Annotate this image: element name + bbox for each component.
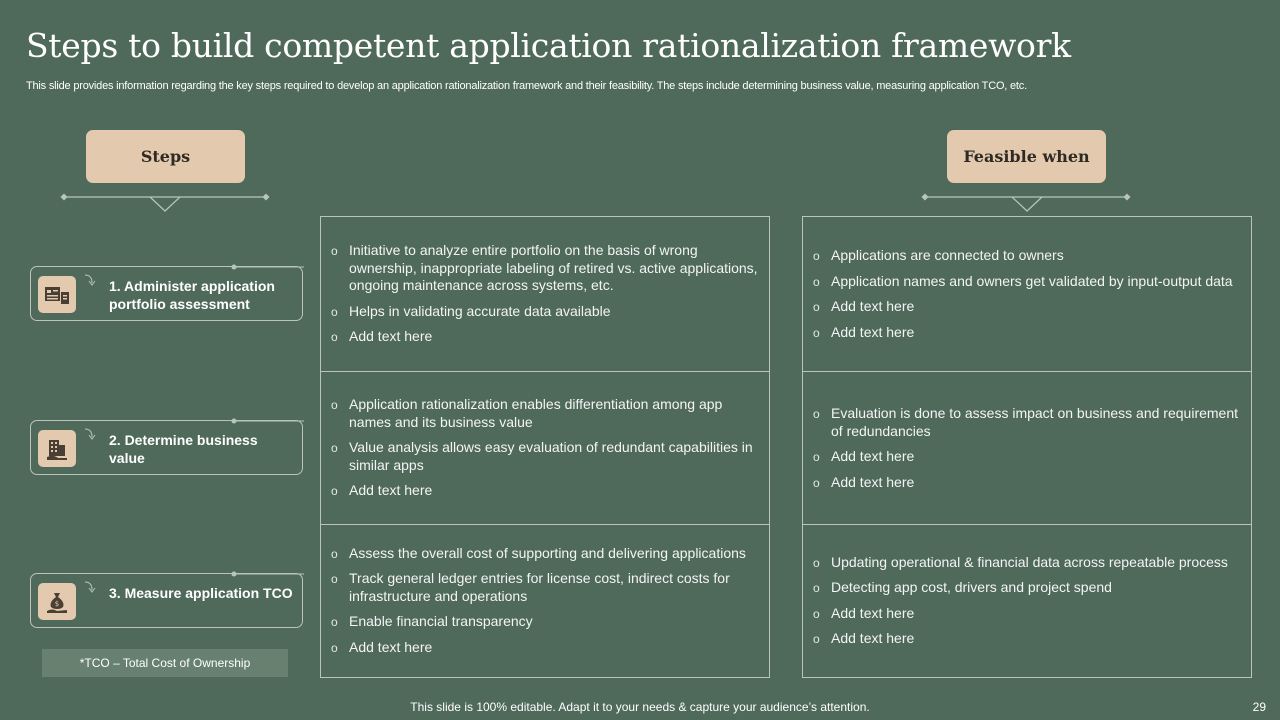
buildings-icon bbox=[38, 430, 76, 467]
feasible-header: Feasible when bbox=[947, 130, 1106, 183]
bullet-item: o Detecting app cost, drivers and project spend bbox=[831, 579, 1241, 597]
connector-dot bbox=[231, 567, 305, 577]
bullet-item: o Evaluation is done to assess impact on business and requirement of redundancies bbox=[831, 405, 1241, 440]
connector-dot bbox=[231, 260, 305, 270]
bullet-item: o Track general ledger entries for license cost, indirect costs for infrastructure and operations bbox=[349, 570, 759, 605]
bullet-item: o Add text here bbox=[349, 328, 759, 346]
step-label: 1. Administer application portfolio assessment bbox=[109, 278, 275, 312]
steps-detail-cell-2 bbox=[321, 371, 769, 524]
steps-bracket bbox=[60, 190, 272, 216]
bullet-item: o Assess the overall cost of supporting and delivering applications bbox=[349, 545, 759, 563]
step-label: 3. Measure application TCO bbox=[109, 585, 293, 601]
slide-title: Steps to build competent application rationalization framework bbox=[26, 26, 1071, 65]
footer-text: This slide is 100% editable. Adapt it to your needs & capture your audience’s attention. bbox=[410, 700, 870, 714]
bullet-item: o Add text here bbox=[831, 630, 1241, 648]
bullet-item: o Enable financial transparency bbox=[349, 613, 759, 631]
bullet-item: o Add text here bbox=[831, 474, 1241, 492]
bullet-item: o Applications are connected to owners bbox=[831, 247, 1241, 265]
feasible-details-table bbox=[802, 216, 1252, 678]
arrow-icon bbox=[82, 428, 96, 442]
bullet-item: o Initiative to analyze entire portfolio on the basis of wrong ownership, inappropriate labeling of retired vs. active applications, ongoing maintenance across systems, etc. bbox=[349, 242, 759, 295]
bullet-item: o Updating operational & financial data across repeatable process bbox=[831, 554, 1241, 572]
bullet-item: o Value analysis allows easy evaluation of redundant capabilities in similar apps bbox=[349, 439, 759, 474]
money-bag-icon bbox=[38, 583, 76, 620]
portfolio-icon bbox=[38, 276, 76, 313]
bullet-item: o Application rationalization enables differentiation among app names and its business value bbox=[349, 396, 759, 431]
bullet-item: o Add text here bbox=[831, 298, 1241, 316]
step-3 bbox=[30, 573, 303, 628]
bullet-item: o Add text here bbox=[831, 605, 1241, 623]
feasible-detail-cell-2 bbox=[803, 371, 1251, 524]
bullet-item: o Add text here bbox=[349, 639, 759, 657]
connector-dot bbox=[231, 414, 305, 424]
step-1 bbox=[30, 266, 303, 321]
steps-detail-cell-1 bbox=[321, 217, 769, 371]
feasible-detail-cell-3 bbox=[803, 524, 1251, 676]
steps-header: Steps bbox=[86, 130, 245, 183]
step-2 bbox=[30, 420, 303, 475]
page-number: 29 bbox=[1252, 700, 1266, 714]
step-label: 2. Determine business value bbox=[109, 432, 258, 466]
tco-footnote: *TCO – Total Cost of Ownership bbox=[42, 649, 288, 677]
arrow-icon bbox=[82, 274, 96, 288]
feasible-bracket bbox=[921, 190, 1133, 216]
steps-details-table bbox=[320, 216, 770, 678]
bullet-item: o Add text here bbox=[349, 482, 759, 500]
bullet-item: o Add text here bbox=[831, 324, 1241, 342]
feasible-detail-cell-1 bbox=[803, 217, 1251, 371]
arrow-icon bbox=[82, 581, 96, 595]
steps-detail-cell-3 bbox=[321, 524, 769, 676]
bullet-item: o Add text here bbox=[831, 448, 1241, 466]
svg-text:$: $ bbox=[54, 599, 60, 608]
slide-subtitle: This slide provides information regarding the key steps required to develop an application rationalization framework and their feasibility. The steps include determining business value, measuring application TCO, etc. bbox=[26, 80, 1027, 92]
bullet-item: o Helps in validating accurate data available bbox=[349, 303, 759, 321]
bullet-item: o Application names and owners get validated by input-output data bbox=[831, 273, 1241, 291]
